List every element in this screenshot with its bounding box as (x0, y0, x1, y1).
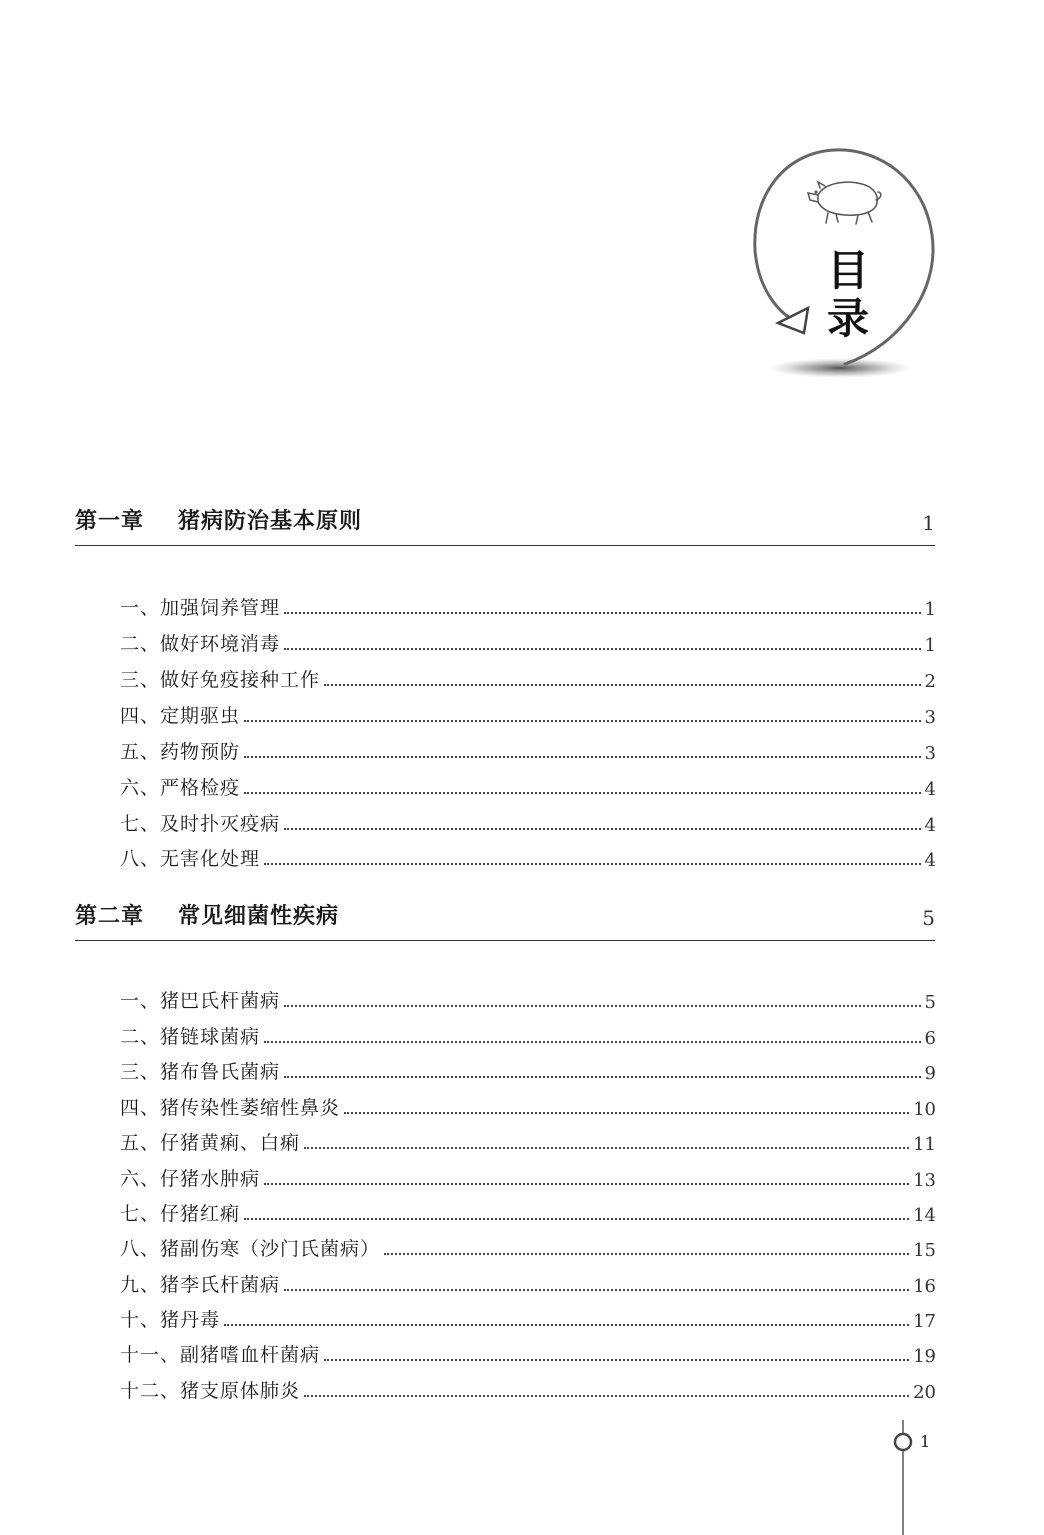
chapter-label: 第二章 (75, 904, 145, 929)
toc-entry (120, 590, 936, 620)
toc-entry (120, 662, 936, 692)
chapter-heading (75, 505, 935, 546)
toc-entry-page: 15 (913, 1240, 936, 1261)
chapter-title: 猪病防治基本原则 (178, 509, 363, 534)
dot-leader (384, 1253, 909, 1255)
dot-leader (264, 863, 921, 865)
toc-entry-title: 十一、副猪嗜血杆菌病 (120, 1344, 321, 1366)
pig-icon (808, 182, 881, 224)
toc-entry-page: 4 (924, 815, 936, 836)
dot-leader (284, 648, 921, 650)
toc-entry (120, 1231, 936, 1261)
dot-leader (284, 1289, 909, 1291)
toc-entry (120, 1125, 936, 1155)
dot-leader (284, 1076, 921, 1078)
toc-entry (120, 983, 936, 1013)
toc-entry-title: 六、仔猪水肿病 (120, 1168, 261, 1190)
toc-entry (120, 1267, 936, 1297)
toc-entry (120, 1019, 936, 1049)
toc-entry-page: 19 (913, 1346, 936, 1367)
toc-entry (120, 734, 936, 764)
toc-entry-page: 4 (924, 850, 936, 871)
toc-entry-page: 16 (913, 1276, 936, 1297)
dot-leader (324, 684, 921, 686)
toc-entry-title: 二、做好环境消毒 (120, 633, 281, 655)
dot-leader (244, 720, 921, 722)
dot-leader (244, 756, 921, 758)
dot-leader (304, 1395, 909, 1397)
dot-leader (264, 1183, 909, 1185)
toc-entry (120, 1161, 936, 1191)
toc-entry-title: 八、猪副伤寒（沙门氏菌病） (120, 1238, 381, 1260)
dot-leader (344, 1112, 909, 1114)
toc-entry (120, 1337, 936, 1367)
toc-entry-page: 20 (913, 1382, 936, 1403)
toc-entry-page: 1 (924, 635, 936, 656)
dot-leader (244, 1218, 909, 1220)
toc-entry-page: 9 (924, 1063, 936, 1084)
dot-leader (224, 1324, 909, 1326)
chapter-title: 常见细菌性疾病 (178, 904, 340, 929)
toc-entry-page: 4 (924, 779, 936, 800)
dot-leader (284, 1005, 921, 1007)
toc-entry-title: 四、定期驱虫 (120, 705, 241, 727)
dot-leader (244, 792, 921, 794)
toc-entry-title: 九、猪李氏杆菌病 (120, 1274, 281, 1296)
page-number: 1 (920, 1432, 931, 1451)
toc-entry-page: 2 (924, 671, 936, 692)
toc-entry-page: 13 (913, 1170, 936, 1191)
page-title-char-1: 目 (826, 246, 869, 295)
toc-entry-title: 一、猪巴氏杆菌病 (120, 990, 281, 1012)
toc-entry-title: 八、无害化处理 (120, 848, 261, 870)
toc-entry (120, 1196, 936, 1226)
toc-entry-page: 10 (913, 1099, 936, 1120)
toc-entry-page: 3 (924, 707, 936, 728)
dot-leader (304, 1147, 909, 1149)
chapter-label: 第一章 (75, 509, 145, 534)
toc-entry-title: 五、仔猪黄痢、白痢 (120, 1132, 301, 1154)
toc-entry-title: 十、猪丹毒 (120, 1309, 221, 1331)
toc-entry (120, 1373, 936, 1403)
toc-entry-page: 5 (924, 992, 936, 1013)
toc-entry (120, 1054, 936, 1084)
dot-leader (284, 828, 921, 830)
folio-ornament (890, 1420, 940, 1535)
toc-entry-title: 十二、猪支原体肺炎 (120, 1380, 301, 1402)
toc-entry-title: 一、加强饲养管理 (120, 597, 281, 619)
toc-entry-title: 四、猪传染性萎缩性鼻炎 (120, 1097, 341, 1119)
dot-leader (264, 1041, 921, 1043)
toc-entry-page: 6 (924, 1028, 936, 1049)
ground-shadow (768, 358, 912, 378)
chapter-page-number: 1 (922, 511, 935, 535)
toc-entry-title: 七、仔猪红痢 (120, 1203, 241, 1225)
dot-leader (284, 612, 921, 614)
toc-entry-title: 六、严格检疫 (120, 777, 241, 799)
toc-entry-title: 二、猪链球菌病 (120, 1026, 261, 1048)
toc-entry-title: 五、药物预防 (120, 741, 241, 763)
toc-entry-title: 三、猪布鲁氏菌病 (120, 1061, 281, 1083)
chapter-page-number: 5 (922, 906, 935, 930)
page-title-char-2: 录 (826, 294, 869, 343)
toc-entry-page: 3 (924, 743, 936, 764)
chapter-heading (75, 900, 935, 941)
toc-entry-page: 14 (913, 1205, 936, 1226)
dot-leader (324, 1359, 909, 1361)
toc-entry (120, 841, 936, 871)
toc-entry-page: 11 (913, 1134, 936, 1155)
toc-entry (120, 1090, 936, 1120)
toc-entry-page: 1 (924, 599, 936, 620)
toc-entry-title: 三、做好免疫接种工作 (120, 669, 321, 691)
toc-entry-page: 17 (913, 1311, 936, 1332)
toc-entry (120, 770, 936, 800)
toc-entry-title: 七、及时扑灭疫病 (120, 813, 281, 835)
toc-entry (120, 698, 936, 728)
toc-entry (120, 626, 936, 656)
toc-entry (120, 806, 936, 836)
toc-entry (120, 1302, 936, 1332)
